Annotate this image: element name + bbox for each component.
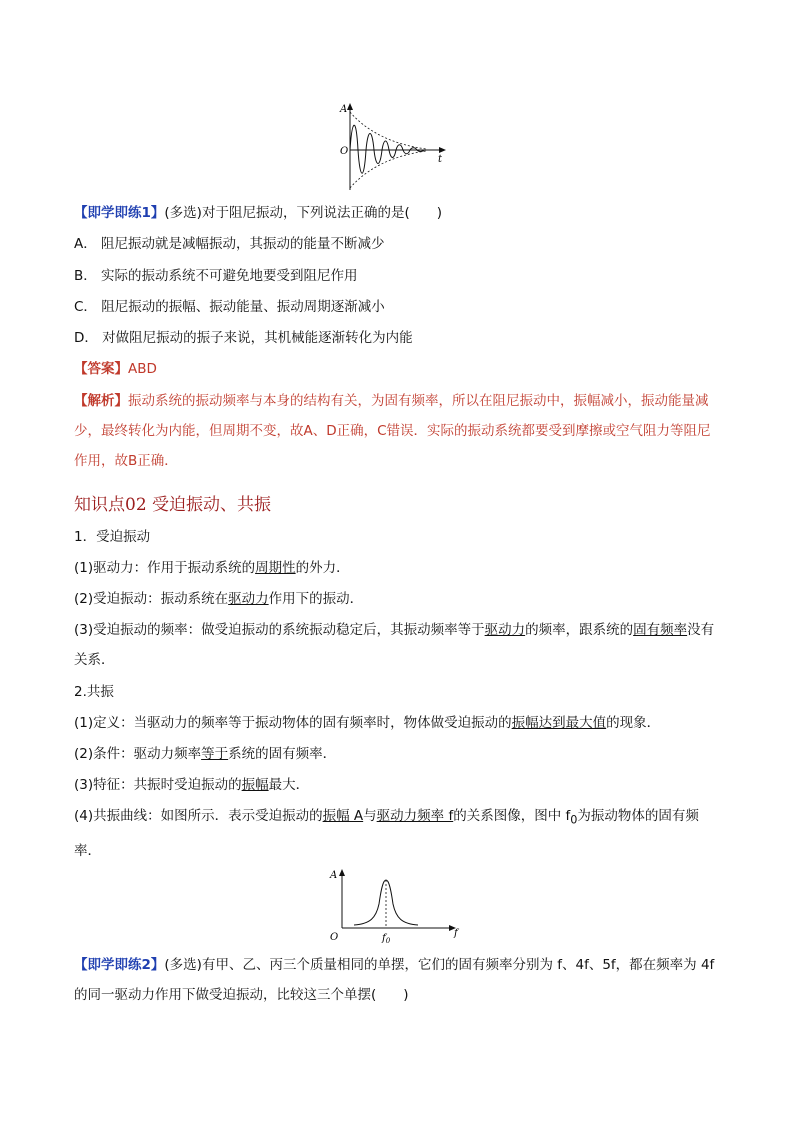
practice1-stem-line: [74, 203, 442, 223]
resonance-item4-mid: 与: [363, 808, 377, 824]
resonance-item3: [74, 775, 309, 795]
graph1-x-arrow: [439, 147, 446, 153]
forced-item1-post: 的外力．: [295, 560, 350, 576]
graph2-resonance-curve: [354, 880, 418, 925]
practice1-analysis: [74, 386, 722, 476]
practice1-answer-line: [74, 359, 157, 379]
graph2-f0-label: $f_0$: [382, 933, 391, 945]
graph1-x-label: t: [438, 154, 443, 165]
answer-tag: 【答案】: [74, 361, 128, 377]
resonance-item1-pre: (1)定义：当驱动力的频率等于振动物体的固有频率时，物体做受迫振动的: [74, 715, 512, 731]
resonance-curve-graph: [326, 866, 466, 946]
practice1-option-b: B． 实际的振动系统不可避免地要受到阻尼作用: [74, 268, 358, 284]
resonance-item2: [74, 744, 336, 764]
resonance-item2-underline: 等于: [201, 746, 229, 762]
resonance-item1-post: 的现象．: [606, 715, 661, 731]
resonance-item2-post: 系统的固有频率．: [228, 746, 337, 762]
resonance-item3-pre: (3)特征：共振时受迫振动的: [74, 777, 242, 793]
resonance-item4-post1: 的关系图像，图中 f: [453, 808, 571, 824]
practice2: [74, 950, 722, 1010]
forced-item1: [74, 558, 350, 578]
resonance-item4: [74, 801, 722, 866]
resonance-item4-underline2: 驱动力频率 f: [376, 808, 454, 824]
graph1-y-arrow: [347, 103, 353, 110]
forced-item3-post: 没有关系．: [74, 622, 715, 668]
resonance-item1-underline: 振幅达到最大值: [511, 715, 607, 731]
resonance-item4-sub: 0: [570, 813, 578, 827]
forced-item2-pre: (2)受迫振动：振动系统在: [74, 591, 229, 607]
forced-item1-pre: (1)驱动力：作用于振动系统的: [74, 560, 256, 576]
resonance-item3-post: 最大．: [268, 777, 310, 793]
graph1-y-label: A: [340, 104, 348, 115]
answer-value: ABD: [128, 361, 157, 377]
forced-item3-pre: (3)受迫振动的频率：做受迫振动的系统振动稳定后，其振动频率等于: [74, 622, 485, 638]
section-heading: 知识点02 受迫振动、共振: [74, 495, 272, 515]
practice1-stem: (多选)对于阻尼振动，下列说法正确的是( ): [164, 205, 442, 221]
resonance-item1: [74, 713, 660, 733]
graph2-y-label: A: [330, 870, 338, 881]
graph1-envelope-bottom: [350, 151, 426, 188]
practice1-option-d: D． 对做阻尼振动的振子来说，其机械能逐渐转化为内能: [74, 330, 413, 346]
resonance-item2-pre: (2)条件：驱动力频率: [74, 746, 202, 762]
forced-item3-underline1: 驱动力: [484, 622, 526, 638]
graph1-envelope-top: [350, 112, 426, 149]
resonance-item4-pre: (4)共振曲线：如图所示．表示受迫振动的: [74, 808, 323, 824]
forced-item2: [74, 589, 363, 609]
forced-item2-underline: 驱动力: [228, 591, 269, 607]
resonance-title: 2.共振: [74, 684, 114, 700]
damped-oscillation-graph: [336, 100, 456, 196]
forced-item3-underline2: 固有频率: [633, 622, 688, 638]
forced-item3-mid: 的频率，跟系统的: [525, 622, 634, 638]
graph2-y-arrow: [339, 869, 345, 876]
resonance-item4-underline1: 振幅 A: [322, 808, 364, 824]
practice1-option-c: C． 阻尼振动的振幅、振动能量、振动周期逐渐减小: [74, 299, 385, 315]
forced-item3: [74, 615, 722, 675]
forced-item1-underline: 周期性: [255, 560, 296, 576]
analysis-text: 振动系统的振动频率与本身的结构有关，为固有频率，所以在阻尼振动中，振幅减小，振动能量减少，最终转化为内能，但周期不变，故A、D正确，C错误．实际的振动系统都要受到摩擦或空气阻力等阻尼作用，故B正确．: [74, 393, 711, 469]
practice2-tag: 【即学即练2】: [74, 957, 165, 973]
practice1-tag: 【即学即练1】: [74, 205, 165, 221]
practice1-option-a: A． 阻尼振动就是减幅振动，其振动的能量不断减少: [74, 236, 385, 252]
graph1-damped-curve: [350, 125, 424, 173]
graph2-origin-label: O: [330, 932, 339, 943]
forced-item2-post: 作用下的振动．: [268, 591, 364, 607]
resonance-item3-underline: 振幅: [241, 777, 269, 793]
graph2-x-label: f: [454, 928, 458, 939]
practice2-stem: (多选)有甲、乙、丙三个质量相同的单摆，它们的固有频率分别为 f、4f、5f，都在频率为 4f 的同一驱动力作用下做受迫振动，比较这三个单摆( ): [74, 957, 715, 1003]
resonance-item4-post2: 为振动物体的固有频率．: [74, 808, 699, 859]
graph1-origin-label: O: [340, 146, 349, 157]
analysis-tag: 【解析】: [74, 393, 128, 409]
forced-title: 1．受迫振动: [74, 529, 151, 545]
